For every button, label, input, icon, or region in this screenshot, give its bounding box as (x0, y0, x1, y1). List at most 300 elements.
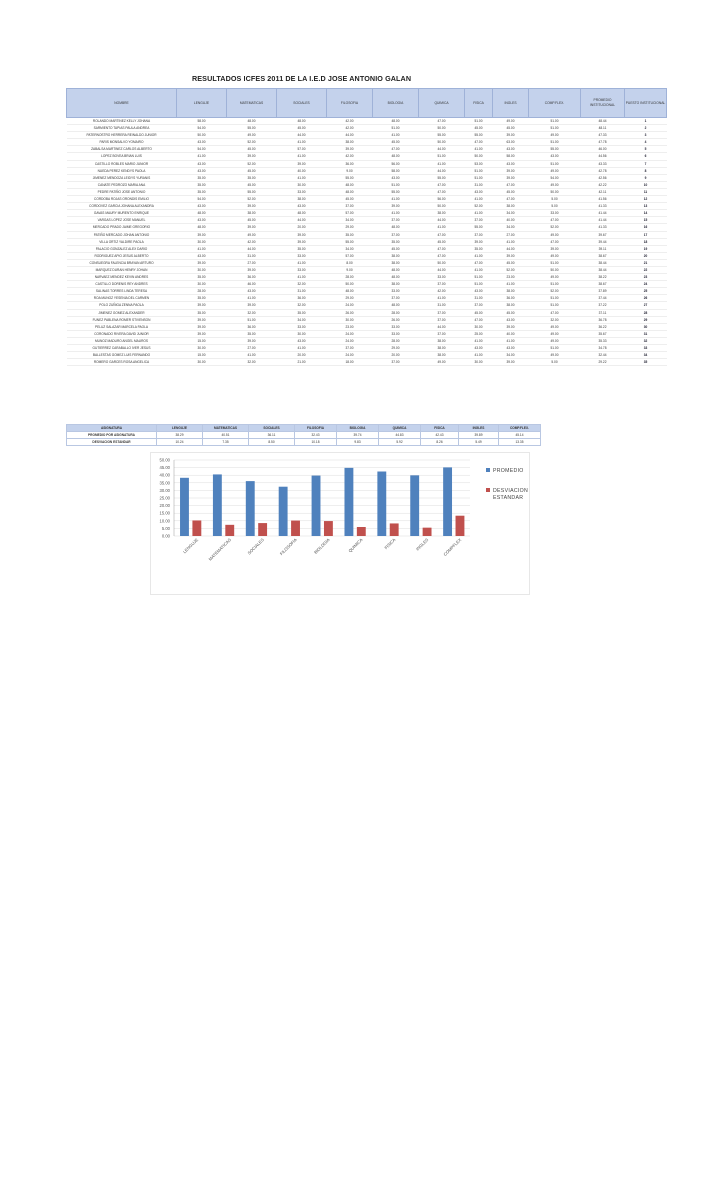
score-cell: 57.00 (345, 253, 354, 258)
x-tick-label: BIOLOGIA (313, 537, 331, 555)
score-cell: 55.00 (247, 189, 256, 194)
score-cell: 20.00 (297, 225, 306, 230)
score-cell: 45.00 (345, 197, 354, 202)
score-cell: 29.00 (391, 346, 400, 350)
score-cell: 38.67 (598, 282, 607, 287)
score-cell: 43.00 (391, 175, 400, 180)
rank-cell: 10 (643, 182, 648, 187)
score-cell: 47.78 (598, 140, 607, 145)
summary-value-cell: 9.83 (337, 439, 379, 446)
score-cell: 41.00 (474, 353, 483, 358)
score-cell: 44.00 (297, 218, 306, 223)
rank-cell: 31 (643, 331, 648, 336)
score-cell: 41.56 (598, 197, 607, 202)
score-cell: 51.00 (474, 175, 483, 180)
score-cell: 41.00 (297, 175, 306, 180)
summary-header-cell: INGLES (459, 425, 499, 432)
summary-header-cell: FILOSOFIA (295, 425, 337, 432)
results-header-cell: SOCIALES (277, 89, 327, 118)
score-cell: 33.00 (550, 211, 559, 216)
score-cell: 38.00 (247, 211, 256, 216)
bar-desviacion (291, 521, 300, 536)
score-cell: 30.00 (197, 267, 206, 272)
student-name-cell: CORONADO RIVERA DAVID JUNIOR (94, 331, 149, 336)
score-cell: 38.00 (345, 140, 354, 145)
student-row (67, 238, 667, 245)
rank-cell: 2 (644, 126, 647, 131)
student-name-cell: CORDOBA ROJAS ORONDIS EMILIO (94, 197, 149, 202)
student-name-cell: MARQUEZ DURAN HENRY JOHAN (95, 267, 148, 272)
score-cell: 49.00 (550, 232, 559, 237)
score-cell: 41.00 (247, 353, 256, 358)
score-cell: 24.00 (345, 303, 354, 308)
score-cell: 49.00 (550, 275, 559, 280)
score-cell: 47.00 (437, 232, 446, 237)
score-cell: 43.00 (474, 189, 483, 194)
student-name-cell: SARMIENTO TAPIAS PAULA ANDREA (93, 126, 150, 131)
student-name-cell: FUNEZ PABLENA ROMER STIVENSON (92, 317, 151, 322)
score-cell: 51.00 (474, 275, 483, 280)
score-cell: 27.00 (247, 260, 256, 265)
score-cell: 45.00 (247, 182, 256, 187)
bar-promedio (410, 475, 419, 536)
score-cell: 35.00 (297, 246, 306, 251)
score-cell: 48.00 (197, 211, 206, 216)
score-cell: 35.00 (391, 239, 400, 244)
student-name-cell: VARGAS LOPEZ JOSE MANUEL (97, 218, 146, 223)
score-cell: 38.00 (297, 197, 306, 202)
student-row (67, 167, 667, 174)
score-cell: 43.00 (297, 338, 306, 343)
summary-value-cell: 10.18 (295, 439, 337, 446)
x-tick-label: MATEMATICAS (207, 537, 233, 562)
x-tick-label: INGLES (414, 537, 430, 552)
score-cell: 33.00 (391, 289, 400, 294)
rank-cell: 35 (643, 360, 648, 365)
score-cell: 45.00 (391, 140, 400, 145)
score-cell: 47.00 (391, 147, 400, 152)
score-cell: 39.00 (391, 204, 400, 209)
score-cell: 55.00 (247, 126, 256, 131)
score-cell: 39.00 (247, 338, 256, 343)
student-row (67, 330, 667, 337)
score-cell: 30.00 (197, 282, 206, 287)
score-cell: 43.33 (598, 161, 607, 166)
score-cell: 52.00 (506, 267, 515, 272)
score-cell: 36.00 (247, 324, 256, 329)
y-tick-label: 10.00 (159, 518, 170, 524)
score-cell: 49.00 (550, 168, 559, 173)
score-cell: 50.00 (437, 204, 446, 209)
score-cell: 32.00 (297, 303, 306, 308)
x-tick-label: COMPFLEX (442, 537, 463, 558)
score-cell: 35.67 (598, 331, 607, 336)
rank-cell: 19 (643, 246, 648, 251)
score-cell: 37.00 (474, 303, 483, 308)
score-cell: 49.00 (550, 253, 559, 258)
score-cell: 58.00 (391, 168, 400, 173)
score-cell: 33.00 (297, 324, 306, 329)
score-cell: 51.00 (474, 282, 483, 287)
score-cell: 47.00 (437, 119, 446, 123)
score-cell: 37.00 (391, 360, 400, 365)
score-cell: 38.00 (437, 353, 446, 358)
score-cell: 56.00 (391, 161, 400, 166)
score-cell: 38.00 (437, 338, 446, 343)
score-cell: 41.00 (474, 267, 483, 272)
score-cell: 51.00 (550, 119, 559, 123)
score-cell: 43.00 (550, 154, 559, 159)
score-cell: 41.00 (197, 246, 206, 251)
y-tick-label: 45.00 (159, 465, 170, 471)
score-cell: 37.00 (437, 317, 446, 322)
score-cell: 39.00 (345, 147, 354, 152)
score-cell: 47.33 (598, 133, 607, 138)
score-cell: 51.00 (550, 303, 559, 308)
student-row (67, 153, 667, 160)
score-cell: 41.00 (506, 282, 515, 287)
score-cell: 56.00 (437, 197, 446, 202)
summary-header-cell: LENGUJE (157, 425, 203, 432)
rank-cell: 26 (643, 296, 648, 301)
rank-cell: 30 (643, 324, 648, 329)
score-cell: 52.00 (247, 140, 256, 145)
score-cell: 48.00 (345, 189, 354, 194)
summary-value-cell: 44.83 (379, 432, 421, 439)
bar-promedio (443, 467, 452, 536)
rank-cell: 27 (643, 303, 648, 308)
student-name-cell: PALACIO GONZALEZ ALEX DARIO (95, 246, 148, 251)
score-cell: 39.00 (506, 133, 515, 138)
rank-cell: 29 (643, 317, 648, 322)
score-cell: 55.00 (345, 239, 354, 244)
score-cell: 28.00 (197, 289, 206, 294)
score-cell: 49.00 (550, 324, 559, 329)
score-cell: 43.00 (506, 317, 515, 322)
score-cell: 47.00 (550, 310, 559, 315)
score-cell: 41.00 (297, 140, 306, 145)
student-name-cell: SALINAS TORRES LINDA TERESA (95, 289, 148, 294)
score-cell: 55.00 (437, 175, 446, 180)
summary-value-cell: 7.35 (203, 439, 249, 446)
student-name-cell: CORDOVEZ GARCIA JOHANA ALEXANDRA (89, 204, 154, 209)
score-cell: 37.00 (437, 310, 446, 315)
score-cell: 39.00 (197, 260, 206, 265)
bar-desviacion (390, 523, 399, 536)
summary-header-cell: MATEMATICAS (203, 425, 249, 432)
score-cell: 47.00 (437, 189, 446, 194)
score-cell: 51.00 (550, 260, 559, 265)
legend-label: PROMEDIO (493, 468, 524, 474)
score-cell: 38.44 (598, 260, 607, 265)
score-cell: 54.00 (197, 147, 206, 152)
score-cell: 50.00 (437, 126, 446, 131)
results-header-cell: COMP.FLEX. (529, 89, 581, 118)
score-cell: 55.00 (474, 133, 483, 138)
score-cell: 35.33 (598, 338, 607, 343)
score-cell: 39.00 (297, 161, 306, 166)
student-row (67, 295, 667, 302)
student-row (67, 252, 667, 259)
score-cell: 41.00 (297, 260, 306, 265)
score-cell: 37.00 (474, 232, 483, 237)
score-cell: 33.00 (437, 275, 446, 280)
score-cell: 9.00 (346, 168, 353, 173)
score-cell: 41.00 (474, 197, 483, 202)
results-header-cell: PUESTO INSTITUCIONAL (625, 89, 667, 118)
score-cell: 52.00 (247, 197, 256, 202)
summary-value-cell: 39.89 (459, 432, 499, 439)
rank-cell: 21 (643, 260, 648, 265)
score-cell: 55.00 (550, 147, 559, 152)
score-cell: 34.00 (506, 353, 515, 358)
student-row (67, 196, 667, 203)
score-cell: 35.00 (197, 310, 206, 315)
student-name-cell: GAVAS MAURY MURENTO ENRIQUE (93, 211, 150, 216)
summary-header-cell: QUIMICA (379, 425, 421, 432)
bar-desviacion (324, 521, 333, 536)
score-cell: 32.00 (247, 310, 256, 315)
score-cell: 45.00 (247, 218, 256, 223)
student-row (67, 181, 667, 188)
rank-cell: 8 (644, 168, 647, 173)
score-cell: 29.00 (345, 296, 354, 301)
score-cell: 39.00 (197, 232, 206, 237)
score-cell: 35.00 (197, 175, 206, 180)
summary-value-cell: 39.74 (337, 432, 379, 439)
score-cell: 39.00 (506, 168, 515, 173)
score-cell: 37.11 (598, 310, 607, 315)
score-cell: 39.00 (506, 175, 515, 180)
y-tick-label: 30.00 (159, 487, 170, 493)
results-header-cell: INGLES (493, 89, 529, 118)
rank-cell: 15 (643, 218, 648, 223)
score-cell: 37.44 (598, 296, 607, 301)
score-cell: 41.00 (474, 338, 483, 343)
score-cell: 36.00 (297, 296, 306, 301)
student-name-cell: PATERNOSTRO HERRERA REINALDO JUNIOR (86, 133, 157, 138)
score-cell: 35.00 (197, 189, 206, 194)
score-cell: 52.00 (550, 289, 559, 294)
rank-cell: 1 (644, 119, 647, 123)
score-cell: 39.00 (197, 331, 206, 336)
score-cell: 45.00 (474, 310, 483, 315)
score-cell: 37.00 (391, 296, 400, 301)
score-cell: 47.00 (437, 253, 446, 258)
score-cell: 50.00 (437, 260, 446, 265)
results-header-cell: FISICA (465, 89, 493, 118)
student-row (67, 160, 667, 167)
rank-cell: 13 (643, 204, 648, 209)
score-cell: 49.00 (550, 353, 559, 358)
score-cell: 43.00 (506, 161, 515, 166)
score-cell: 47.00 (506, 197, 515, 202)
student-row (67, 337, 667, 344)
score-cell: 39.00 (297, 232, 306, 237)
score-cell: 24.00 (345, 331, 354, 336)
score-cell: 37.22 (598, 303, 607, 308)
score-cell: 31.00 (437, 303, 446, 308)
student-name-cell: ROLANDO MARTINEZ KELLY JOHANA (92, 119, 151, 123)
score-cell: 38.00 (437, 346, 446, 350)
score-cell: 39.44 (598, 239, 607, 244)
student-row (67, 259, 667, 266)
score-cell: 31.00 (474, 296, 483, 301)
student-name-cell: GUTIERREZ CARABALLO IVER JESUS (92, 346, 151, 350)
results-table (66, 88, 667, 366)
score-cell: 41.00 (506, 338, 515, 343)
rank-cell: 22 (643, 267, 648, 272)
score-cell: 38.00 (506, 303, 515, 308)
bar-desviacion (258, 523, 267, 536)
rank-cell: 11 (643, 189, 648, 194)
score-cell: 37.00 (391, 232, 400, 237)
score-cell: 51.00 (550, 161, 559, 166)
score-cell: 40.00 (506, 331, 515, 336)
score-cell: 41.33 (598, 204, 607, 209)
student-row (67, 188, 667, 195)
score-cell: 37.00 (345, 204, 354, 209)
score-cell: 41.00 (297, 346, 306, 350)
score-cell: 39.00 (506, 253, 515, 258)
score-cell: 42.00 (437, 289, 446, 294)
score-cell: 30.00 (297, 331, 306, 336)
score-cell: 27.00 (247, 346, 256, 350)
score-cell: 44.00 (437, 147, 446, 152)
summary-header-cell: COMP.FLEX. (499, 425, 541, 432)
score-cell: 51.00 (437, 154, 446, 159)
score-cell: 48.00 (297, 119, 306, 123)
y-tick-label: 35.00 (159, 480, 170, 486)
student-name-cell: CASTILLO DORENIS REY ANDRES (95, 282, 148, 287)
score-cell: 41.44 (598, 211, 607, 216)
score-cell: 37.00 (437, 331, 446, 336)
score-cell: 5.00 (551, 197, 558, 202)
score-cell: 49.00 (247, 232, 256, 237)
summary-value-cell: 36.11 (249, 432, 295, 439)
student-row (67, 139, 667, 146)
score-cell: 51.00 (474, 168, 483, 173)
score-cell: 33.00 (391, 324, 400, 329)
student-name-cell: ROMERO GARCES ROSA ANGELICA (93, 360, 150, 365)
score-cell: 5.00 (551, 204, 558, 209)
score-cell: 46.00 (598, 147, 607, 152)
score-cell: 41.00 (437, 161, 446, 166)
x-tick-label: LENGUJE (181, 537, 200, 555)
score-cell: 44.00 (506, 246, 515, 251)
summary-value-cell: 32.43 (295, 432, 337, 439)
score-cell: 45.00 (506, 126, 515, 131)
score-cell: 33.00 (297, 253, 306, 258)
score-cell: 49.00 (550, 338, 559, 343)
score-cell: 51.00 (550, 140, 559, 145)
score-cell: 54.00 (197, 197, 206, 202)
score-cell: 43.00 (197, 168, 206, 173)
score-cell: 43.00 (197, 161, 206, 166)
score-cell: 31.00 (474, 182, 483, 187)
score-cell: 9.00 (346, 267, 353, 272)
score-cell: 44.56 (598, 154, 607, 159)
score-cell: 43.00 (247, 289, 256, 294)
rank-cell: 6 (644, 154, 647, 159)
bar-promedio (180, 478, 189, 536)
score-cell: 34.00 (506, 225, 515, 230)
score-cell: 50.00 (437, 140, 446, 145)
score-cell: 35.00 (197, 182, 206, 187)
student-row (67, 352, 667, 359)
student-name-cell: CONSUEGRA FALENCIA BRAYAN ARTURO (89, 260, 154, 265)
score-cell: 47.00 (437, 246, 446, 251)
summary-value-cell: 45.14 (499, 432, 541, 439)
score-cell: 23.00 (345, 324, 354, 329)
score-cell: 53.00 (474, 161, 483, 166)
summary-header-cell: SOCIALES (249, 425, 295, 432)
score-cell: 50.00 (474, 154, 483, 159)
score-cell: 26.00 (391, 317, 400, 322)
student-row (67, 266, 667, 273)
score-cell: 35.00 (345, 232, 354, 237)
score-cell: 48.00 (391, 267, 400, 272)
student-row (67, 281, 667, 288)
student-name-cell: MERCADO PRADO JAIME GREGORIO (92, 225, 151, 230)
student-name-cell: JIMENEZ MENDOZA LEIDYS YURANIS (92, 175, 151, 180)
bar-desviacion (357, 527, 366, 536)
score-cell: 43.00 (297, 204, 306, 209)
score-cell: 45.00 (297, 126, 306, 131)
summary-header-cell: ASIGNATURA (67, 425, 157, 432)
score-cell: 37.00 (345, 346, 354, 350)
page-title: RESULTADOS ICFES 2011 DE LA I.E.D JOSE ANTONIO GALAN (192, 74, 412, 83)
student-name-cell: ROA MUNOZ YESENIA DEL CARMEN (93, 296, 150, 301)
score-cell: 50.00 (345, 282, 354, 287)
rank-cell: 3 (644, 133, 647, 138)
score-cell: 41.00 (197, 154, 206, 159)
score-cell: 37.00 (437, 282, 446, 287)
student-name-cell: BALLESTAS GOMEZ LUIS FERNANDO (92, 353, 151, 358)
score-cell: 15.00 (197, 338, 206, 343)
score-cell: 58.00 (197, 119, 206, 123)
score-cell: 47.00 (474, 317, 483, 322)
score-cell: 20.00 (297, 353, 306, 358)
bar-desviacion (456, 516, 465, 536)
student-name-cell: PEDRE PATIÑO JOSE ANTONIO (97, 189, 146, 194)
score-cell: 27.00 (506, 232, 515, 237)
student-row (67, 217, 667, 224)
student-name-cell: RODRIGUEZ APIO JESUS ALBERTO (94, 253, 149, 258)
score-cell: 35.00 (197, 275, 206, 280)
rank-cell: 20 (643, 253, 648, 258)
summary-value-cell: 8.26 (421, 439, 459, 446)
student-name-cell: PATIÑO MERCADO JOHAN ANTONIO (93, 232, 150, 237)
score-cell: 51.00 (550, 346, 559, 350)
student-row (67, 309, 667, 316)
summary-header-cell: FISICA (421, 425, 459, 432)
score-cell: 39.00 (297, 239, 306, 244)
score-cell: 43.00 (197, 253, 206, 258)
score-cell: 42.00 (345, 154, 354, 159)
summary-value-cell: 5.92 (379, 439, 421, 446)
score-cell: 37.00 (474, 218, 483, 223)
student-row (67, 316, 667, 323)
score-cell: 48.00 (391, 275, 400, 280)
score-cell: 41.33 (598, 225, 607, 230)
score-cell: 35.00 (247, 331, 256, 336)
score-cell: 24.00 (345, 338, 354, 343)
bar-promedio (279, 487, 288, 536)
score-cell: 41.00 (474, 147, 483, 152)
score-cell: 42.00 (345, 119, 354, 123)
score-cell: 46.00 (247, 282, 256, 287)
